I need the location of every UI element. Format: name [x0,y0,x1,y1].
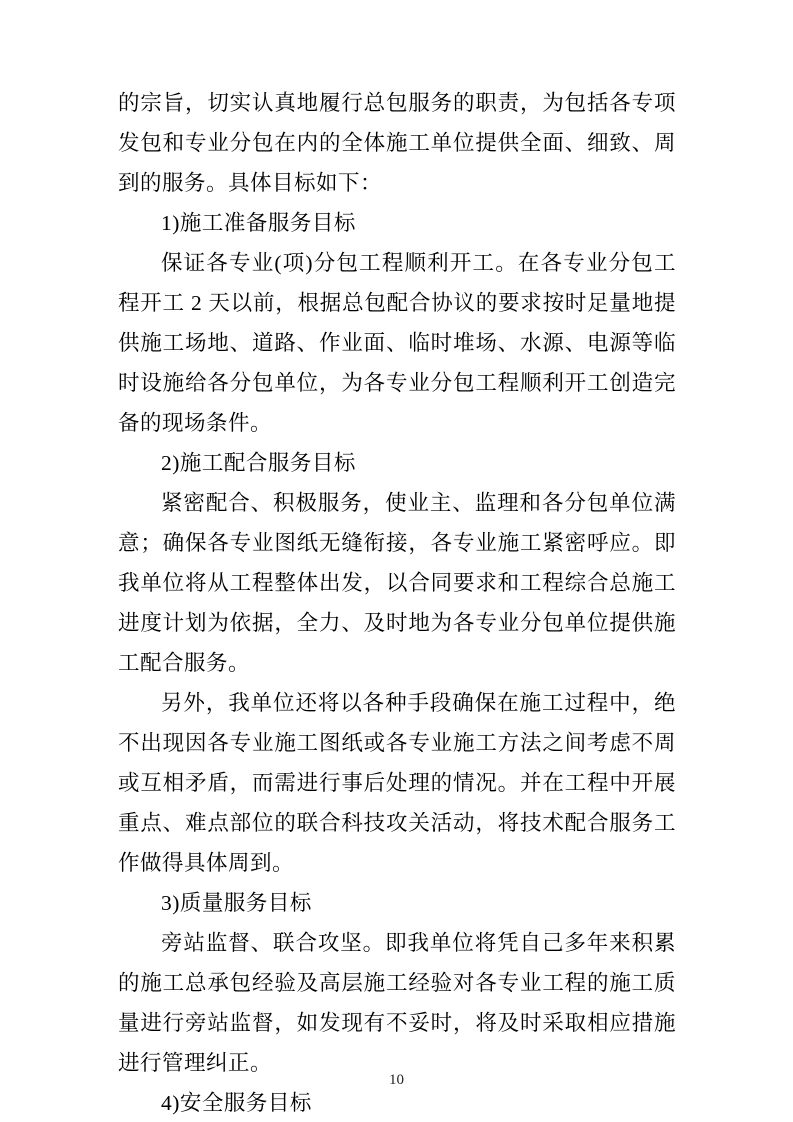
section-heading-3: 3)质量服务目标 [161,891,312,915]
paragraph-continuation: 的宗旨，切实认真地履行总包服务的职责，为包括各专项发包和专业分包在内的全体施工单位提供全面、细致、周到的服务。具体目标如下： [118,91,676,195]
section-heading-1: 1)施工准备服务目标 [161,211,356,235]
document-body [118,83,676,1122]
paragraph: 紧密配合、积极服务，使业主、监理和各分包单位满意；确保各专业图纸无缝衔接，各专业施工紧密呼应。即我单位将从工程整体出发，以合同要求和工程综合总施工进度计划为依据，全力、及时地为各专业分包单位提供施工配合服务。 [118,491,676,675]
paragraph: 旁站监督、联合攻坚。即我单位将凭自己多年来积累的施工总承包经验及高层施工经验对各专业工程的施工质量进行旁站监督，如发现有不妥时，将及时采取相应措施进行管理纠正。 [118,931,676,1075]
section-heading-4: 4)安全服务目标 [161,1091,312,1115]
page-number: 10 [389,1072,404,1088]
paragraph: 另外，我单位还将以各种手段确保在施工过程中，绝不出现因各专业施工图纸或各专业施工方法之间考虑不周或互相矛盾，而需进行事后处理的情况。并在工程中开展重点、难点部位的联合科技攻关活动，将技术配合服务工作做得具体周到。 [118,691,676,875]
paragraph: 保证各专业(项)分包工程顺利开工。在各专业分包工程开工 2 天以前，根据总包配合协议的要求按时足量地提供施工场地、道路、作业面、临时堆场、水源、电源等临时设施给各分包单位，为各专业分包工程顺利开工创造完备的现场条件。 [118,251,676,435]
section-heading-2: 2)施工配合服务目标 [161,451,356,475]
